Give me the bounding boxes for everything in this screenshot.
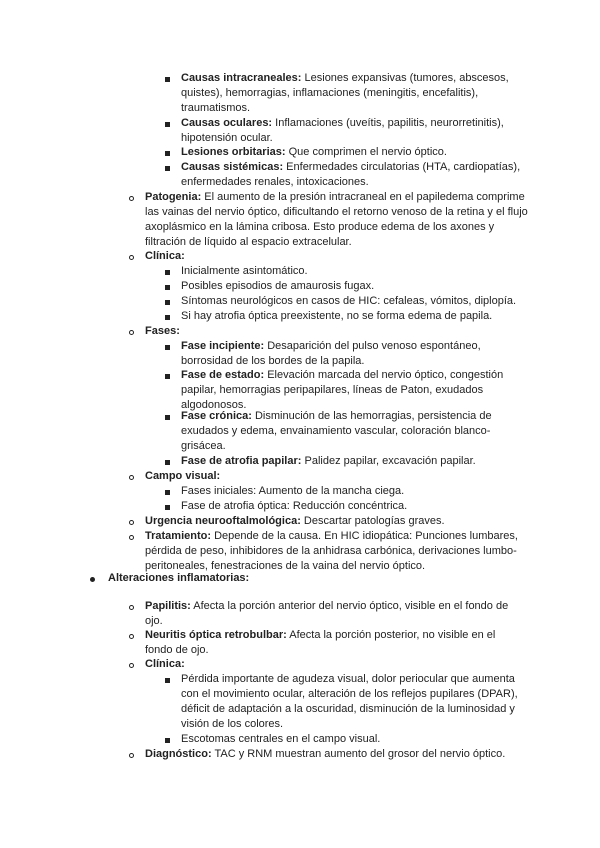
- list-item-fase-cronica: Fase crónica: Disminución de las hemorragias, persistencia de exudados y edema, envainamiento vascular, coloración blanco-grisácea.: [181, 410, 492, 452]
- list-item: Pérdida importante de agudeza visual, dolor periocular que aumenta con el movimiento ocular, alteración de los reflejos pupilares (DPAR), déficit de adaptación a la oscuridad, disminución de la luminosidad y visión de los colores.: [181, 673, 518, 730]
- circle-bullet-icon: [129, 196, 134, 201]
- square-bullet-icon: [165, 122, 170, 127]
- square-bullet-icon: [165, 374, 170, 379]
- list-item: Escotomas centrales en el campo visual.: [181, 733, 381, 745]
- circle-bullet-icon: [129, 475, 134, 480]
- section-label-campo-visual: Campo visual:: [145, 470, 221, 482]
- square-bullet-icon: [165, 315, 170, 320]
- section-label-clinica: Clínica:: [145, 658, 185, 670]
- circle-bullet-icon: [129, 634, 134, 639]
- list-item-causas-intracraneales: Causas intracraneales: Lesiones expansivas (tumores, abscesos, quistes), hemorragias, inflamaciones (meningitis, encefalitis), traumatismos.: [181, 72, 509, 114]
- circle-bullet-icon: [129, 605, 134, 610]
- circle-bullet-icon: [129, 520, 134, 525]
- square-bullet-icon: [165, 415, 170, 420]
- circle-bullet-icon: [129, 255, 134, 260]
- square-bullet-icon: [165, 77, 170, 82]
- list-item: Síntomas neurológicos en casos de HIC: cefaleas, vómitos, diplopía.: [181, 295, 517, 307]
- list-item-causas-oculares: Causas oculares: Inflamaciones (uveítis, papilitis, neurorretinitis), hipotensión ocular.: [181, 117, 504, 144]
- list-item: Si hay atrofia óptica preexistente, no se forma edema de papila.: [181, 310, 493, 322]
- section-heading-alteraciones-inflamatorias: Alteraciones inflamatorias:: [108, 572, 250, 584]
- square-bullet-icon: [165, 285, 170, 290]
- circle-bullet-icon: [129, 663, 134, 668]
- square-bullet-icon: [165, 678, 170, 683]
- square-bullet-icon: [165, 151, 170, 156]
- list-item-neuritis: Neuritis óptica retrobulbar: Afecta la porción posterior, no visible en el fondo de ojo.: [145, 629, 496, 656]
- list-item-tratamiento: Tratamiento: Depende de la causa. En HIC idiopática: Punciones lumbares, pérdida de peso, inhibidores de la anhidrasa carbónica, derivaciones lumbo-peritoneales, fenestraciones de la vaina del nervio óptico.: [145, 530, 518, 572]
- square-bullet-icon: [165, 345, 170, 350]
- list-item-fase-estado: Fase de estado: Elevación marcada del nervio óptico, congestión papilar, hemorragias peripapilares, líneas de Paton, exudados algodonosos.: [181, 369, 504, 411]
- disc-bullet-icon: [90, 577, 95, 582]
- list-item-patogenia: Patogenia: El aumento de la presión intracraneal en el papiledema comprime las vainas del nervio óptico, dificultando el retorno venoso de la retina y el flujo axoplásmico en la lámina cribosa. Esto produce edema de los axones y filtración de líquido al espacio extracelular.: [145, 191, 528, 248]
- square-bullet-icon: [165, 505, 170, 510]
- square-bullet-icon: [165, 490, 170, 495]
- list-item: Posibles episodios de amaurosis fugax.: [181, 280, 375, 292]
- section-label-fases: Fases:: [145, 325, 180, 337]
- list-item-urgencia: Urgencia neurooftalmológica: Descartar patologías graves.: [145, 515, 445, 527]
- square-bullet-icon: [165, 270, 170, 275]
- list-item-causas-sistemicas: Causas sistémicas: Enfermedades circulatorias (HTA, cardiopatías), enfermedades renales, intoxicaciones.: [181, 161, 521, 188]
- list-item: Inicialmente asintomático.: [181, 265, 308, 277]
- circle-bullet-icon: [129, 753, 134, 758]
- square-bullet-icon: [165, 738, 170, 743]
- list-item-diagnostico: Diagnóstico: TAC y RNM muestran aumento del grosor del nervio óptico.: [145, 748, 506, 760]
- list-item: Fase de atrofia óptica: Reducción concéntrica.: [181, 500, 408, 512]
- list-item-lesiones-orbitarias: Lesiones orbitarias: Que comprimen el nervio óptico.: [181, 146, 447, 158]
- list-item: Fases iniciales: Aumento de la mancha ciega.: [181, 485, 405, 497]
- list-item-fase-atrofia: Fase de atrofia papilar: Palidez papilar, excavación papilar.: [181, 455, 476, 467]
- square-bullet-icon: [165, 166, 170, 171]
- list-item-papilitis: Papilitis: Afecta la porción anterior del nervio óptico, visible en el fondo de ojo.: [145, 600, 509, 627]
- list-item-fase-incipiente: Fase incipiente: Desaparición del pulso venoso espontáneo, borrosidad de los bordes de la papila.: [181, 340, 481, 367]
- circle-bullet-icon: [129, 535, 134, 540]
- square-bullet-icon: [165, 300, 170, 305]
- square-bullet-icon: [165, 460, 170, 465]
- section-label-clinica: Clínica:: [145, 250, 185, 262]
- circle-bullet-icon: [129, 330, 134, 335]
